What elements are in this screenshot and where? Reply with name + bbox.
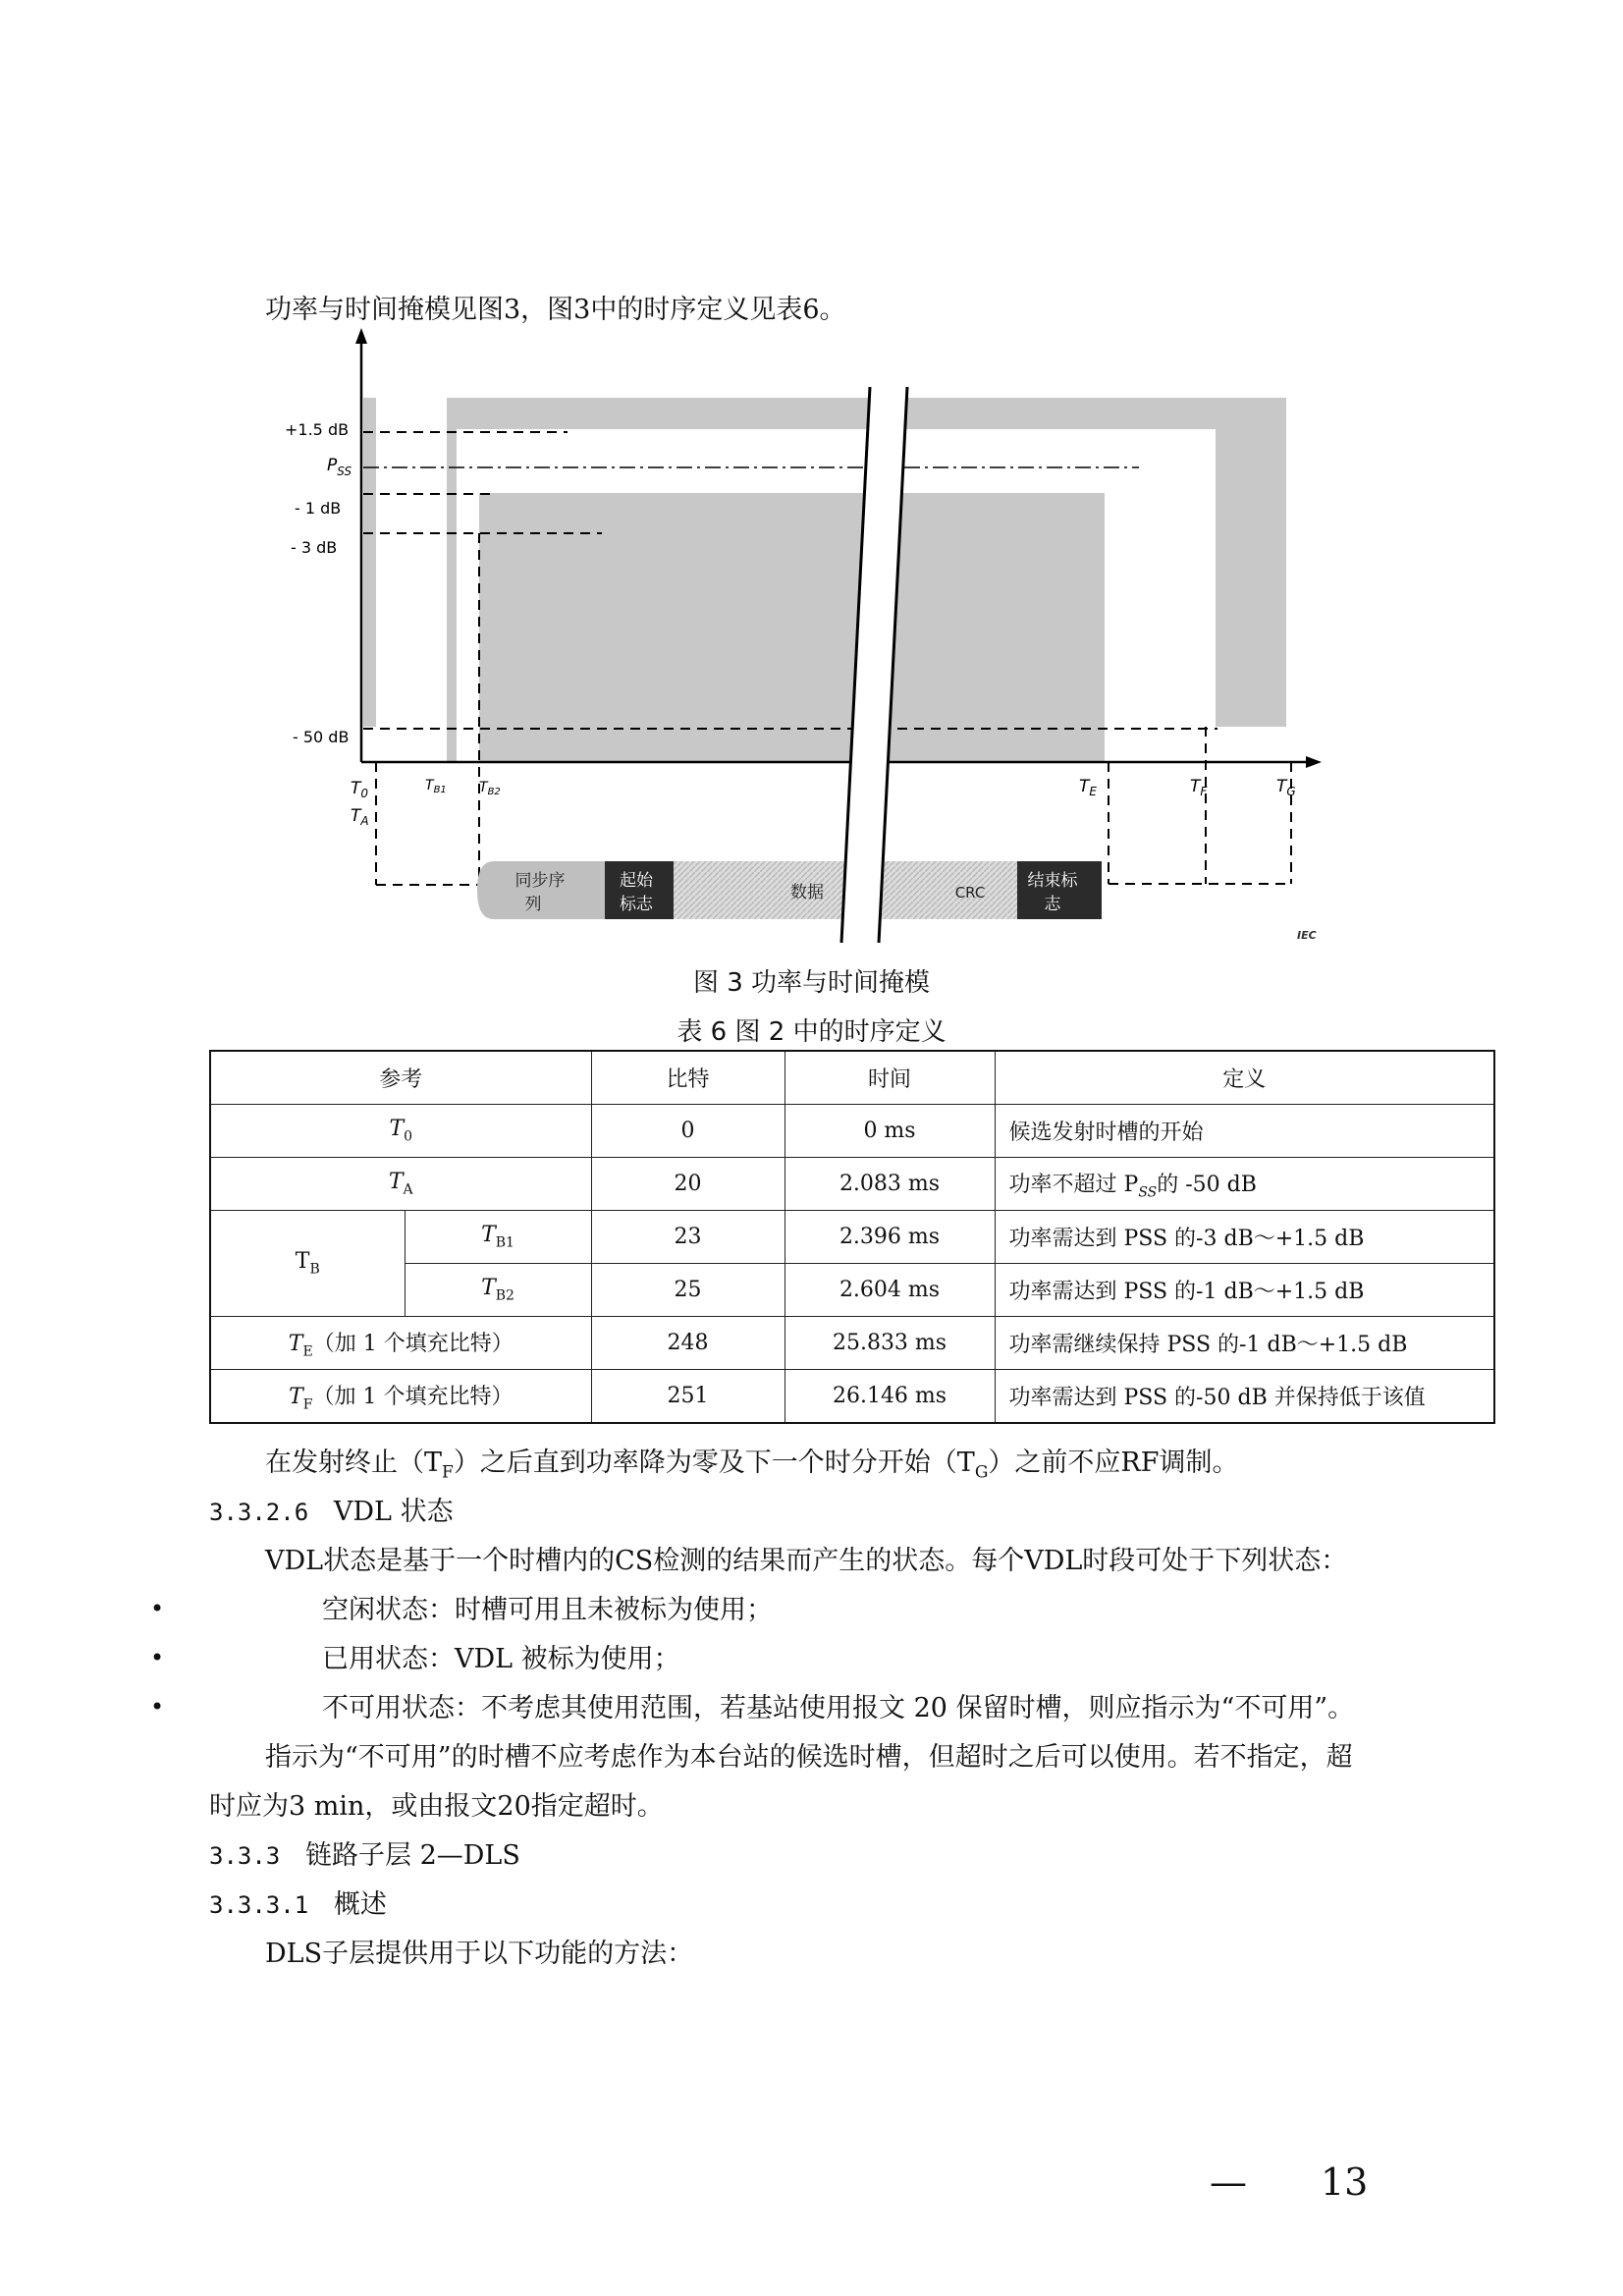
bullet-marker: • bbox=[150, 1693, 165, 1721]
x-axis-arrow bbox=[1306, 756, 1322, 768]
power-time-mask-figure bbox=[0, 0, 1623, 982]
bullet-item-idle: 空闲状态：时槽可用且未被标为使用； bbox=[322, 1595, 773, 1625]
frame-start-label-1: 起始 bbox=[620, 871, 653, 891]
y-label-plus15: +1.5 dB bbox=[285, 420, 350, 439]
x-label-tb1: $T_{B1}$ bbox=[425, 778, 447, 795]
frame-sync-label-2: 列 bbox=[524, 895, 542, 914]
x-label-te: $T_E$ bbox=[1079, 777, 1097, 798]
frame-end-label-1: 结束标 bbox=[1027, 871, 1078, 891]
x-label-tb2: $T_{B2}$ bbox=[479, 780, 501, 797]
table-header-cell: 参考 bbox=[210, 1051, 591, 1105]
frame-crc-label: CRC bbox=[954, 884, 986, 902]
frame-data-label: 数据 bbox=[790, 883, 824, 902]
mask-inner-region bbox=[447, 429, 457, 763]
intro-paragraph: 功率与时间掩模见图3，图3中的时序定义见表6。 bbox=[265, 295, 846, 325]
table-row: $T_0$ 0 0 ms 候选发射时槽的开始 bbox=[210, 1105, 1494, 1158]
section-3-3-3-heading: 3.3.3 链路子层 2—DLS bbox=[209, 1840, 520, 1871]
unavailable-paragraph-line1: 指示为“不可用”的时槽不应考虑作为本台站的候选时槽，但超时之后可以使用。若不指定，超 bbox=[265, 1742, 1353, 1773]
after-table-paragraph: 在发射终止$(T_F)$之后直到功率降为零及下一个时分开始$(T_G)$之前不应RF调制。 bbox=[265, 1448, 1239, 1483]
iec-mark: IEC bbox=[1297, 929, 1317, 942]
x-label-tf: $T_F$ bbox=[1190, 777, 1208, 798]
table-row: $T_E$（加 1 个填充比特） 248 25.833 ms 功率需继续保持 PSS 的-1 dB～+1.5 dB bbox=[210, 1317, 1494, 1370]
y-label-minus50: - 50 dB bbox=[293, 728, 350, 746]
section-3-3-3-1-heading: 3.3.3.1 概述 bbox=[209, 1889, 387, 1920]
vdl-state-paragraph: VDL状态是基于一个时槽内的CS检测的结果而产生的状态。每个VDL时段可处于下列状态： bbox=[265, 1546, 1348, 1576]
x-label-t0: $T_0$ bbox=[351, 779, 369, 800]
bullet-marker: • bbox=[150, 1644, 165, 1671]
table-header-cell: 定义 bbox=[995, 1051, 1494, 1105]
y-label-minus1: - 1 dB bbox=[295, 499, 342, 518]
y-axis-arrow bbox=[355, 328, 367, 344]
table-header-cell: 比特 bbox=[591, 1051, 784, 1105]
y-label-pss: $P_{SS}$ bbox=[327, 456, 352, 478]
frame-end-label-2: 志 bbox=[1044, 895, 1061, 914]
x-label-tg: $T_G$ bbox=[1276, 777, 1296, 798]
table-row: $T_A$ 20 2.083 ms 功率不超过 $P_{SS}$的 -50 dB bbox=[210, 1158, 1494, 1211]
mask-left-region bbox=[363, 398, 376, 727]
frame-sync-label-1: 同步序 bbox=[514, 871, 566, 891]
y-label-minus3: - 3 dB bbox=[291, 538, 338, 557]
table-row: $T_F$（加 1 个填充比特） 251 26.146 ms 功率需达到 PSS 的-50 dB 并保持低于该值 bbox=[210, 1370, 1494, 1424]
page-number: 13 bbox=[1321, 2160, 1369, 2204]
bullet-marker: • bbox=[150, 1595, 165, 1622]
bullet-item-unavailable: 不可用状态：不考虑其使用范围，若基站使用报文 20 保留时槽，则应指示为“不可用”。 bbox=[322, 1693, 1355, 1723]
figure-caption: 图 3 功率与时间掩模 bbox=[692, 968, 931, 998]
table-row: $T_B$ $T_{B1}$ 23 2.396 ms 功率需达到 PSS 的-3 dB～+1.5 dB bbox=[210, 1211, 1494, 1264]
frame-start-label-2: 标志 bbox=[620, 895, 653, 914]
table-caption: 表 6 图 2 中的时序定义 bbox=[676, 1017, 947, 1047]
timing-definition-table bbox=[209, 1050, 1495, 1424]
page-number-dash: — bbox=[1210, 2160, 1247, 2204]
x-label-ta: $T_A$ bbox=[351, 806, 369, 828]
bullet-item-used: 已用状态：VDL 被标为使用； bbox=[322, 1644, 680, 1674]
table-header-row bbox=[210, 1051, 1494, 1105]
dls-intro-paragraph: DLS子层提供用于以下功能的方法： bbox=[265, 1939, 694, 1969]
section-3-3-2-6-heading: 3.3.2.6 VDL 状态 bbox=[209, 1497, 454, 1527]
unavailable-paragraph-line2: 时应为3 min，或由报文20指定超时。 bbox=[209, 1791, 664, 1822]
table-header-cell: 时间 bbox=[784, 1051, 995, 1105]
table-row: $T_{B2}$ 25 2.604 ms 功率需达到 PSS 的-1 dB～+1.5 dB bbox=[210, 1264, 1494, 1317]
